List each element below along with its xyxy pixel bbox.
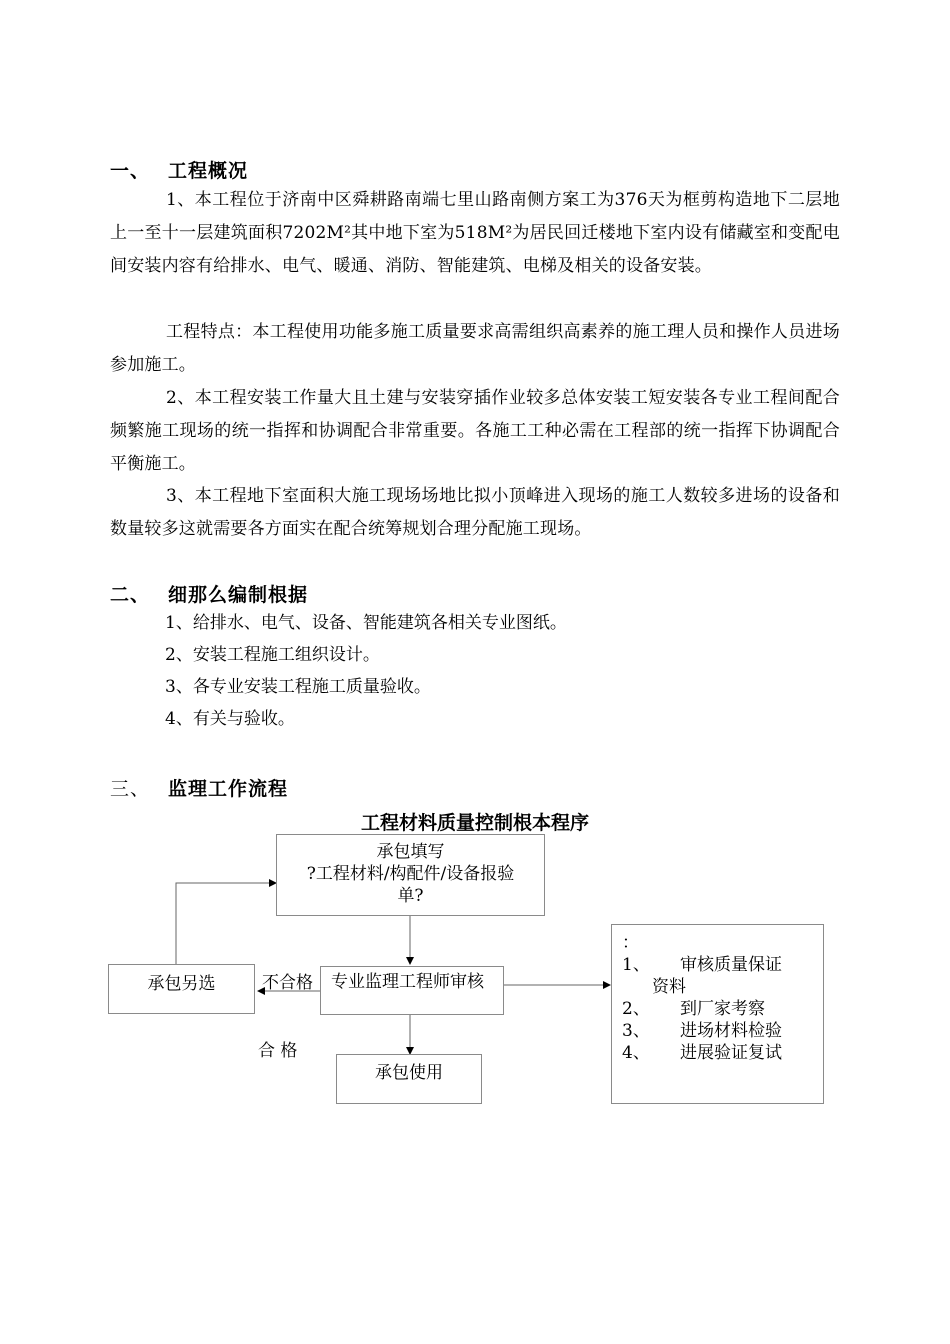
overview-paragraph-features: 工程特点：本工程使用功能多施工质量要求高需组织高素养的施工理人员和操作人员进场参加施工。: [110, 322, 840, 375]
section-2-number: 二、: [110, 584, 151, 606]
overview-paragraph-1: 1、本工程位于济南中区舜耕路南端七里山路南侧方案工为376天为框剪构造地下二层地上一至十一层建筑面积7202M²其中地下室为518M²为居民回迁楼地下室内设有储藏室和变配电间安装内容有给排水、电气、暖通、消防、智能建筑、电梯及相关的设备安装。: [110, 190, 840, 276]
check-list-item: 1、 审核质量保证: [622, 955, 782, 975]
check-list-item-continuation: 资料: [652, 977, 686, 997]
box-contractor-alternate: 承包另选: [108, 964, 255, 1014]
check-list: [622, 932, 782, 1064]
label-pass: 合 格: [258, 1041, 298, 1061]
check-list-item: 3、 进场材料检验: [622, 1021, 782, 1041]
arrow-alternate-to-fill: [176, 883, 276, 964]
check-list-item: 2、 到厂家考察: [622, 999, 765, 1019]
section-3-title: 监理工作流程: [168, 778, 289, 800]
basis-item: 4、有关与验收。: [165, 709, 295, 729]
flowchart-title: 工程材料质量控制根本程序: [360, 812, 589, 834]
check-list-header: ：: [622, 933, 639, 953]
box-contractor-use: 承包使用: [336, 1054, 482, 1104]
overview-paragraph-2: 2、本工程安装工作量大且土建与安装穿插作业较多总体安装工短安装各专业工程间配合频繁施工现场的统一指挥和协调配合非常重要。各施工工种必需在工程部的统一指挥下协调配合平衡施工。: [110, 388, 840, 474]
section-2-title: 细那么编制根据: [168, 584, 309, 606]
box-contractor-fill-line3: 单?: [397, 886, 424, 906]
basis-item: 3、各专业安装工程施工质量验收。: [165, 677, 431, 697]
section-3-number: 三、: [110, 778, 151, 800]
section-1-title: 工程概况: [168, 160, 249, 182]
section-1-number: 一、: [110, 160, 151, 182]
box-contractor-fill-line2: ?工程材料/构配件/设备报验: [306, 864, 515, 884]
basis-item: 1、给排水、电气、设备、智能建筑各相关专业图纸。: [165, 613, 567, 633]
overview-paragraph-3: 3、本工程地下室面积大施工现场场地比拟小顶峰进入现场的施工人数较多进场的设备和数量较多这就需要各方面实在配合统筹规划合理分配施工现场。: [110, 486, 840, 539]
check-list-item: 4、 进展验证复试: [622, 1043, 782, 1063]
box-contractor-fill-line1: 承包填写: [376, 842, 445, 862]
box-engineer-review: 专业监理工程师审核: [320, 966, 504, 1015]
label-fail: 不合格: [262, 973, 313, 993]
basis-item: 2、安装工程施工组织设计。: [165, 645, 380, 665]
box-contractor-fill-form: [276, 834, 545, 916]
